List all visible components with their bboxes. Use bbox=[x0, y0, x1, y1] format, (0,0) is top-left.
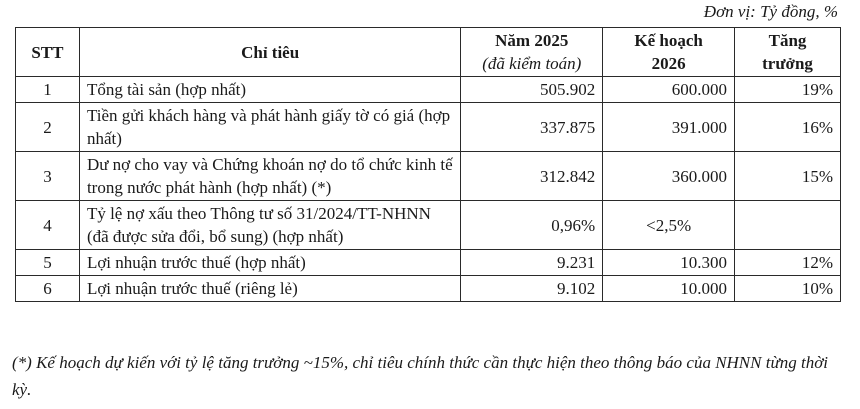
row-plan-2026: 391.000 bbox=[603, 103, 735, 152]
table-row bbox=[16, 77, 841, 103]
table-header-row bbox=[16, 28, 841, 77]
footnote: (*) Kế hoạch dự kiến với tỷ lệ tăng trưởng ~15%, chỉ tiêu chính thức cần thực hiện theo thông báo của NHNN từng thời kỳ. bbox=[12, 353, 828, 399]
header-growth bbox=[735, 28, 841, 77]
row-year-2025: 9.231 bbox=[461, 250, 603, 276]
header-plan-title: Kế hoạch bbox=[634, 31, 703, 50]
row-plan-2026: 10.300 bbox=[603, 250, 735, 276]
row-plan-2026: 600.000 bbox=[603, 77, 735, 103]
table-row bbox=[16, 276, 841, 302]
row-plan-2026: 10.000 bbox=[603, 276, 735, 302]
row-year-2025: 337.875 bbox=[461, 103, 603, 152]
row-year-2025: 505.902 bbox=[461, 77, 603, 103]
table-row bbox=[16, 103, 841, 152]
row-year-2025: 9.102 bbox=[461, 276, 603, 302]
table-row bbox=[16, 250, 841, 276]
row-stt: 5 bbox=[16, 250, 80, 276]
row-year-2025: 312.842 bbox=[461, 152, 603, 201]
row-growth: 12% bbox=[735, 250, 841, 276]
header-plan-2026 bbox=[603, 28, 735, 77]
row-stt: 4 bbox=[16, 201, 80, 250]
row-indicator: Lợi nhuận trước thuế (hợp nhất) bbox=[79, 250, 460, 276]
row-growth: 16% bbox=[735, 103, 841, 152]
row-indicator: Tỷ lệ nợ xấu theo Thông tư số 31/2024/TT-NHNN (đã được sửa đổi, bổ sung) (hợp nhất) bbox=[79, 201, 460, 250]
header-year-2025-note: (đã kiểm toán) bbox=[482, 54, 582, 73]
row-indicator: Tiền gửi khách hàng và phát hành giấy tờ có giá (hợp nhất) bbox=[79, 103, 460, 152]
header-stt: STT bbox=[16, 28, 80, 77]
header-growth-line1: Tăng bbox=[768, 31, 807, 50]
row-stt: 6 bbox=[16, 276, 80, 302]
header-plan-year: 2026 bbox=[651, 54, 686, 73]
row-plan-2026: <2,5% bbox=[603, 201, 735, 250]
row-stt: 3 bbox=[16, 152, 80, 201]
row-indicator: Dư nợ cho vay và Chứng khoán nợ do tổ chức kinh tế trong nước phát hành (hợp nhất) (*) bbox=[79, 152, 460, 201]
row-stt: 1 bbox=[16, 77, 80, 103]
row-growth: 10% bbox=[735, 276, 841, 302]
header-year-2025-title: Năm 2025 bbox=[495, 31, 569, 50]
row-indicator: Lợi nhuận trước thuế (riêng lẻ) bbox=[79, 276, 460, 302]
row-stt: 2 bbox=[16, 103, 80, 152]
row-growth bbox=[735, 201, 841, 250]
row-growth: 19% bbox=[735, 77, 841, 103]
row-year-2025: 0,96% bbox=[461, 201, 603, 250]
row-indicator: Tổng tài sản (hợp nhất) bbox=[79, 77, 460, 103]
header-year-2025 bbox=[461, 28, 603, 77]
header-growth-line2: trưởng bbox=[762, 54, 813, 73]
row-growth: 15% bbox=[735, 152, 841, 201]
row-plan-2026: 360.000 bbox=[603, 152, 735, 201]
unit-note: Đơn vị: Tỷ đồng, % bbox=[703, 2, 838, 21]
business-plan-table bbox=[15, 27, 841, 302]
table-row bbox=[16, 201, 841, 250]
header-indicator: Chỉ tiêu bbox=[79, 28, 460, 77]
table-row bbox=[16, 152, 841, 201]
